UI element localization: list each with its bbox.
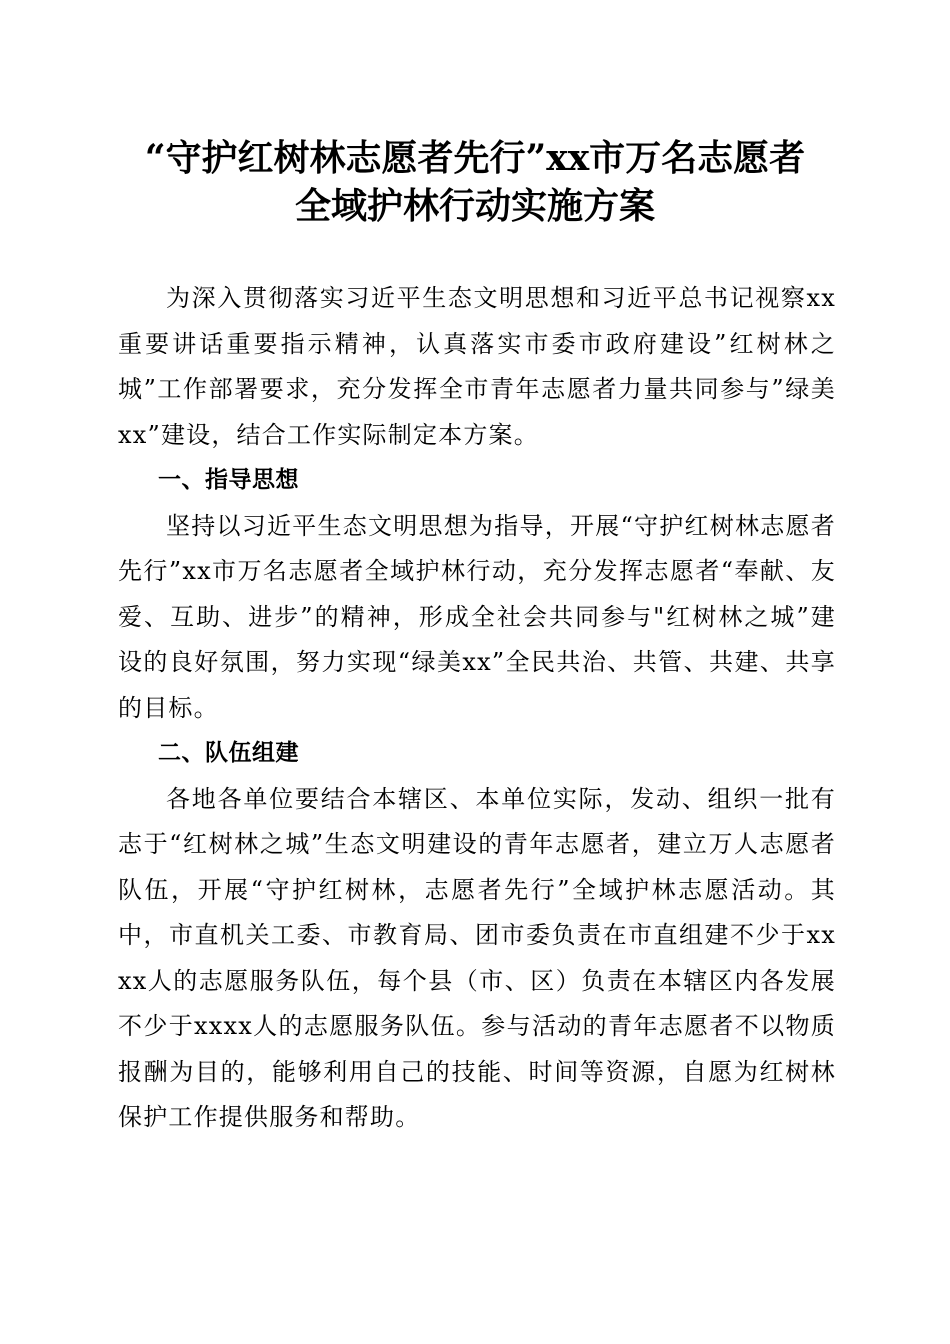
section-heading-team-building: 二、队伍组建 [158,740,299,766]
intro-paragraph: 为深入贯彻落实习近平生态文明思想和习近平总书记视察xx重要讲话重要指示精神，认真落实市委市政府建设”红树林之城”工作部署要求，充分发挥全市青年志愿者力量共同参与”绿美xx”建设，结合工作实际制定本方案。 [118,284,836,449]
title-line-2: 全域护林行动实施方案 [294,185,655,227]
document-title [0,134,950,230]
section-paragraph-guiding-thought: 坚持以习近平生态文明思想为指导，开展“守护红树林志愿者先行”xx市万名志愿者全域护林行动，充分发挥志愿者“奉献、友爱、互助、进步”的精神，形成全社会共同参与"红树林之城”建设的良好氛围，努力实现“绿美xx”全民共治、共管、共建、共享的目标。 [118,511,836,722]
section-heading-guiding-thought: 一、指导思想 [158,467,299,493]
document-body [118,276,836,1141]
title-line-1: “守护红树林志愿者先行”xx市万名志愿者 [144,137,806,179]
section-paragraph-team-building: 各地各单位要结合本辖区、本单位实际，发动、组织一批有志于“红树林之城”生态文明建设的青年志愿者，建立万人志愿者队伍，开展“守护红树林，志愿者先行”全域护林志愿活动。其中，市直机关工委、市教育局、团市委负责在市直组建不少于xxxx人的志愿服务队伍，每个县（市、区）负责在本辖区内各发展不少于xxxx人的志愿服务队伍。参与活动的青年志愿者不以物质报酬为目的，能够利用自己的技能、时间等资源，自愿为红树林保护工作提供服务和帮助。 [118,784,836,1131]
